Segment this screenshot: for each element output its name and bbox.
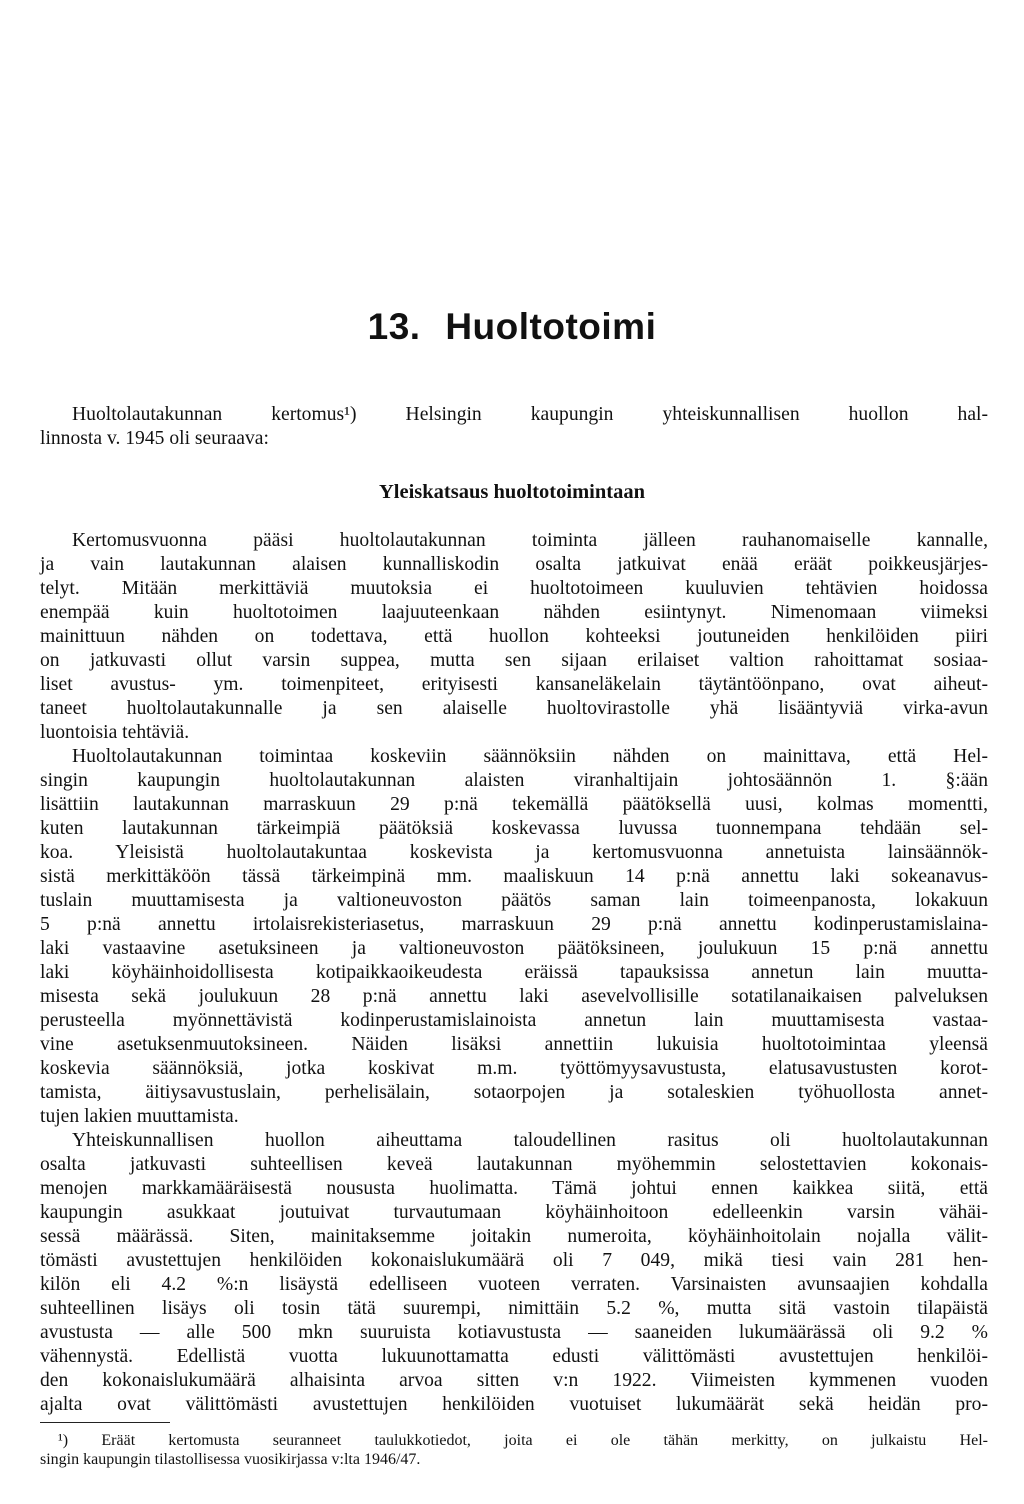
paragraph-line: Yhteiskunnallisen huollon aiheuttama taloudellinen rasitus oli huoltolautakunnan bbox=[72, 1130, 988, 1151]
paragraph-line: laki vastaavine asetuksineen ja valtioneuvoston päätöksineen, joulukuun 15 p:nä annettu bbox=[40, 938, 988, 959]
paragraph-line: kaupungin asukkaat joutuivat turvautumaan köyhäinhoitoon edelleenkin varsin vähäi- bbox=[40, 1202, 988, 1223]
paragraph-line: koskevia säännöksiä, jotka koskivat m.m. työttömyysavustusta, elatusavustusten korot- bbox=[40, 1058, 988, 1079]
paragraph-line: luontoisia tehtäviä. bbox=[40, 722, 190, 743]
paragraph-line: menojen markkamääräisestä noususta huolimatta. Tämä johtui ennen kaikkea siitä, että bbox=[40, 1178, 988, 1199]
paragraph-line: 5 p:nä annettu irtolaisrekisteriasetus, marraskuun 29 p:nä annettu kodinperustamislaina- bbox=[40, 914, 988, 935]
paragraph-line: den kokonaislukumäärä alhaisinta arvoa sitten v:n 1922. Viimeisten kymmenen vuoden bbox=[40, 1370, 988, 1391]
paragraph-line: singin kaupungin huoltolautakunnan alaisten viranhaltijain johtosäännön 1. §:ään bbox=[40, 770, 988, 791]
paragraph-line: enempää kuin huoltotoimen laajuuteenkaan nähden esiintynyt. Nimenomaan viimeksi bbox=[40, 602, 988, 623]
paragraph-line: sessä määrässä. Siten, mainitaksemme joitakin numeroita, köyhäinhoitolain nojalla välit- bbox=[40, 1226, 988, 1247]
paragraph-line: vähennystä. Edellistä vuotta lukuunottamatta edusti välittömästi avustettujen henkilöi- bbox=[40, 1346, 988, 1367]
paragraph-line: taneet huoltolautakunnalle ja sen alaiselle huoltovirastolle yhä lisääntyviä virka-avun bbox=[40, 698, 988, 719]
paragraph-line: Huoltolautakunnan toimintaa koskeviin säännöksiin nähden on mainittava, että Hel- bbox=[72, 746, 988, 767]
paragraph-line: on jatkuvasti ollut varsin suppea, mutta sen sijaan erilaiset valtion rahoittamat sosiaa- bbox=[40, 650, 988, 671]
paragraph-line: laki köyhäinhoidollisesta kotipaikkaoikeudesta eräissä tapauksissa annetun lain muutta- bbox=[40, 962, 988, 983]
paragraph-line: suhteellinen lisäys oli tosin tätä suurempi, nimittäin 5.2 %, mutta sitä vastoin tilapäistä bbox=[40, 1298, 988, 1319]
paragraph-line: osalta jatkuvasti suhteellisen keveä lautakunnan myöhemmin selostettavien kokonais- bbox=[40, 1154, 988, 1175]
paragraph-line: tömästi avustettujen henkilöiden kokonaislukumäärä oli 7 049, mikä tiesi vain 281 hen- bbox=[40, 1250, 988, 1271]
paragraph-line: tamista, äitiysavustuslain, perhelisälain, sotaorpojen ja sotaleskien työhuollosta annet- bbox=[40, 1082, 988, 1103]
paragraph-line: kuten lautakunnan tärkeimpiä päätöksiä koskevassa luvussa tuonnempana tehdään sel- bbox=[40, 818, 988, 839]
paragraph-line: perusteella myönnettävistä kodinperustamislainoista annetun lain muuttamisesta vastaa- bbox=[40, 1010, 988, 1031]
intro-line: linnosta v. 1945 oli seuraava: bbox=[40, 428, 269, 449]
footnote-divider bbox=[40, 1422, 170, 1423]
paragraph-line: telyt. Mitään merkittäviä muutoksia ei huoltotoimeen kuuluvien tehtävien hoidossa bbox=[40, 578, 988, 599]
section-heading: Yleiskatsaus huoltotoimintaan bbox=[379, 481, 645, 503]
paragraph-line: koa. Yleisistä huoltolautakuntaa koskevista ja kertomusvuonna annetuista lainsäännök- bbox=[40, 842, 988, 863]
paragraph-line: vine asetuksenmuutoksineen. Näiden lisäksi annettiin lukuisia huoltotoimintaa yleensä bbox=[40, 1034, 988, 1055]
paragraph-line: ajalta ovat välittömästi avustettujen henkilöiden vuotuiset lukumäärät sekä heidän pro- bbox=[40, 1394, 988, 1415]
paragraph-line: Kertomusvuonna pääsi huoltolautakunnan toiminta jälleen rauhanomaiselle kannalle, bbox=[72, 530, 988, 551]
intro-line: Huoltolautakunnan kertomus¹) Helsingin kaupungin yhteiskunnallisen huollon hal- bbox=[72, 404, 988, 425]
paragraph-line: avustusta — alle 500 mkn suuruista kotiavustusta — saaneiden lukumäärässä oli 9.2 % bbox=[40, 1322, 988, 1343]
paragraph-line: kilön eli 4.2 %:n lisäystä edelliseen vuoteen verraten. Varsinaisten avunsaajien kohdalla bbox=[40, 1274, 988, 1295]
chapter-title: 13. Huoltotoimi bbox=[367, 306, 657, 347]
paragraph-line: misesta sekä joulukuun 28 p:nä annettu laki asevelvollisille sotatilanaikaisen palveluksen bbox=[40, 986, 988, 1007]
paragraph-line: liset avustus- ym. toimenpiteet, erityisesti kansaneläkelain täytäntöönpano, ovat aiheut- bbox=[40, 674, 988, 695]
paragraph-line: sistä merkittäköön tässä tärkeimpinä mm. maaliskuun 14 p:nä annettu laki sokeanavus- bbox=[40, 866, 988, 887]
paragraph-line: tuslain muuttamisesta ja valtioneuvoston päätös saman lain toimeenpanosta, lokakuun bbox=[40, 890, 988, 911]
paragraph-line: lisättiin lautakunnan marraskuun 29 p:nä tekemällä päätöksellä uusi, kolmas momentti, bbox=[40, 794, 988, 815]
paragraph-line: mainittuun nähden on todettava, että huollon kohteeksi joutuneiden henkilöiden piiri bbox=[40, 626, 988, 647]
footnote-line: singin kaupungin tilastollisessa vuosikirjassa v:lta 1946/47. bbox=[40, 1451, 421, 1468]
paragraph-line: ja vain lautakunnan alaisen kunnalliskodin osalta jatkuivat enää eräät poikkeusjärjes- bbox=[40, 554, 988, 575]
footnote-line: ¹) Eräät kertomusta seuranneet taulukkotiedot, joita ei ole tähän merkitty, on julkaistu Hel- bbox=[58, 1432, 988, 1449]
paragraph-line: tujen lakien muuttamista. bbox=[40, 1106, 239, 1127]
